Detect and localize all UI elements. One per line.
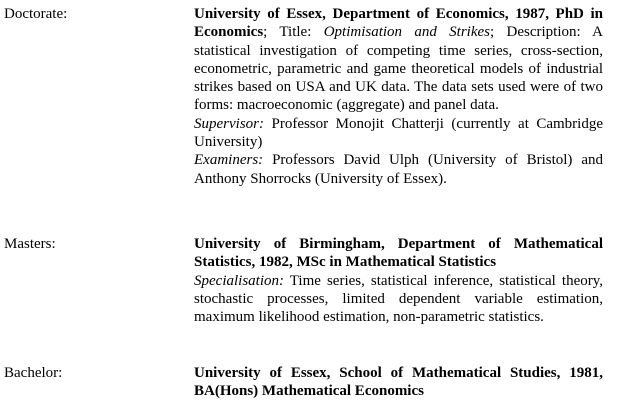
- entry-heading: University of Essex, Department of Economics, 1987, PhD in Economics: [194, 6, 603, 41]
- entry-content: [194, 364, 603, 401]
- entry-heading: University of Birmingham, Department of Mathematical Statistics, 1982, MSc in Mathematical Statistics: [194, 236, 603, 271]
- entry-content: [194, 5, 603, 188]
- specialisation-text: Time series, statistical inference, statistical theory, stochastic processes, limited dependent variable estimation, maximum likelihood estimation, non-parametric statistics.: [194, 272, 603, 326]
- examiners-line: Examiners: Professors David Ulph (University of Bristol) and Anthony Shorrocks (University of Essex).: [194, 152, 603, 187]
- thesis-description: A statistical investigation of competing time series, cross-section, econometric, parametric and game theoretical models of industrial strikes based on USA and UK data. The data sets used were of two forms: macroeconomic (aggregate) and panel data.: [194, 24, 604, 114]
- supervisor-name: Professor Monojit Chatterji (currently at Cambridge University): [194, 115, 603, 151]
- masters-heading: [194, 235, 603, 272]
- entry-label: Masters:: [4, 236, 56, 252]
- entry-label: Doctorate:: [4, 6, 68, 22]
- entry-content: [194, 235, 603, 326]
- doctorate-details: University of Essex, Department of Economics, 1987, PhD in Economics; Title: Optimisation and Strikes; Description: A statistical investigation of competing time series, cross-section, econometric, parametric and game theoretical models of industrial strikes based on USA and UK data. The data sets used were of two forms: macroeconomic (aggregate) and panel data.: [194, 6, 604, 114]
- specialisation-line: Specialisation: Time series, statistical inference, statistical theory, stochastic processes, limited dependent variable estimation, maximum likelihood estimation, non-parametric statistics.: [194, 272, 603, 326]
- examiners-names: Professors David Ulph (University of Bristol) and Anthony Shorrocks (University of Essex).: [194, 152, 603, 187]
- entry-label: Bachelor:: [4, 365, 63, 381]
- bachelor-heading: [194, 364, 603, 401]
- supervisor-line: Supervisor: Professor Monojit Chatterji (currently at Cambridge University): [194, 115, 603, 151]
- entry-heading: University of Essex, School of Mathematical Studies, 1981, BA(Hons) Mathematical Economics: [194, 365, 603, 400]
- thesis-title: Optimisation and Strikes: [323, 24, 491, 41]
